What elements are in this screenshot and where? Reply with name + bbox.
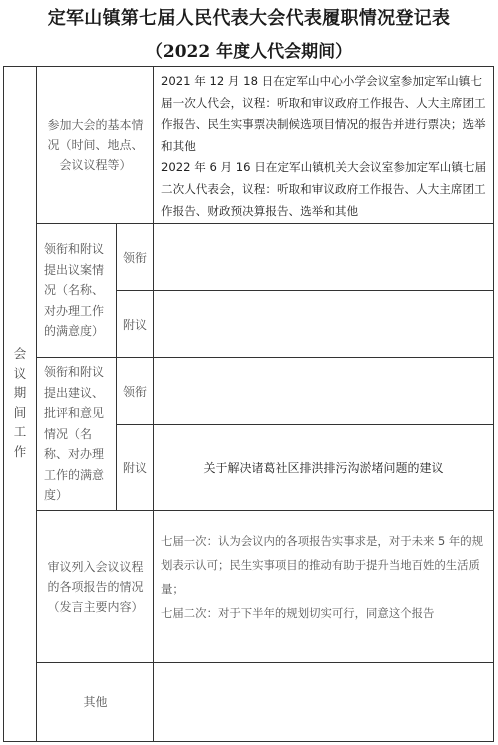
motions-second-label-cell bbox=[117, 291, 153, 357]
suggestions-label-cell bbox=[38, 358, 116, 510]
page-title: 定军山镇第七届人民代表大会代表履职情况登记表 bbox=[47, 8, 451, 29]
page-subtitle: （2022 年度人代会期间） bbox=[145, 42, 353, 62]
attendance-content-cell bbox=[155, 67, 493, 223]
motions-second-label: 附议 bbox=[122, 317, 147, 332]
section-label-char: 作 bbox=[13, 443, 27, 459]
section-label-char: 间 bbox=[13, 404, 27, 420]
suggestions-label: 领衔和附议提出建议、批评和意见情况（名称、对办理工作的满意度） bbox=[44, 365, 105, 503]
suggestions-second-value: 关于解决诸葛社区排洪排污沟淤堵问题的建议 bbox=[203, 461, 444, 475]
motions-label-cell bbox=[38, 224, 116, 357]
attendance-entry: 2021 年 12 月 18 日在定军山中心小学会议室参加定军山镇七届一次人代会，议程：听取和审议政府工作报告、人大主席团工作报告、民生实事票决制候选项目情况的报告并进行票决；选举和其他 bbox=[161, 74, 486, 153]
attendance-content bbox=[161, 71, 488, 222]
motions-lead-value-cell bbox=[154, 224, 493, 290]
review-label-cell bbox=[38, 511, 153, 662]
review-entry: 七届一次：认为会议内的各项报告实事求是，对于未来 5 年的规划表示认可；民生实事项目的推动有助于提升当地百姓的生活质量； bbox=[161, 534, 484, 596]
suggestions-lead-label: 领衔 bbox=[122, 384, 147, 399]
attendance-entry: 2022 年 6 月 16 日在定军山镇机关大会议室参加定军山镇七届二次人代表会，议程：听取和审议政府工作报告、人大主席团工作报告、财政预决算报告、选举和其他 bbox=[161, 160, 487, 218]
attendance-label-cell bbox=[38, 67, 153, 223]
section-label-char: 议 bbox=[13, 365, 27, 381]
other-value-cell bbox=[154, 663, 493, 741]
review-label: 审议列入会议议程的各项报告的情况（发言主要内容） bbox=[47, 559, 144, 614]
attendance-label: 参加大会的基本情况（时间、地点、会议议程等） bbox=[47, 118, 144, 172]
other-label: 其他 bbox=[83, 695, 108, 709]
suggestions-second-label: 附议 bbox=[122, 461, 147, 475]
motions-lead-label: 领衔 bbox=[122, 250, 147, 265]
section-label-char: 期 bbox=[13, 385, 27, 400]
suggestions-second-value-cell bbox=[154, 425, 493, 510]
suggestions-lead-label-cell bbox=[117, 358, 153, 424]
other-label-cell bbox=[38, 663, 153, 741]
motions-second-value-cell bbox=[154, 291, 493, 357]
section-label-char: 工 bbox=[13, 424, 27, 439]
suggestions-second-label-cell bbox=[117, 425, 153, 510]
suggestions-lead-value-cell bbox=[154, 358, 493, 424]
motions-label: 领衔和附议提出议案情况（名称、对办理工作的满意度） bbox=[44, 242, 105, 339]
review-entry: 七届二次：对于下半年的规划切实可行，同意这个报告 bbox=[161, 606, 435, 620]
review-content bbox=[161, 529, 488, 625]
section-label bbox=[9, 344, 31, 461]
section-label-char: 会 bbox=[13, 346, 27, 361]
motions-lead-label-cell bbox=[117, 224, 153, 290]
review-content-cell bbox=[155, 511, 493, 662]
